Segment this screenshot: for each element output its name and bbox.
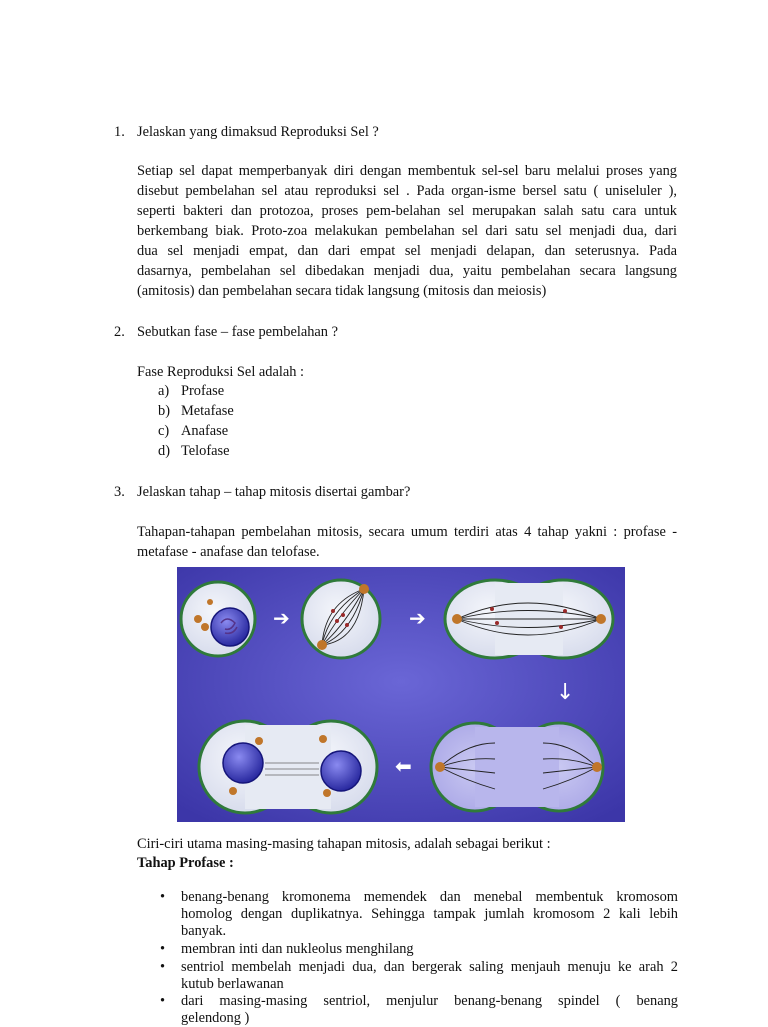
- answer-line: (amitosis) dan pembelahan secara tidak langsung (mitosis dan meiosis): [137, 283, 547, 299]
- question-number: 3.: [114, 484, 125, 500]
- answer-1: [137, 161, 677, 301]
- arrow-right-icon: ➔: [273, 606, 290, 630]
- answer-3: [137, 522, 677, 562]
- answer-line: dua sel menjadi empat, dan dari empat sel menjadi delapan, dan seterusnya. Pada: [137, 243, 677, 259]
- bullet-icon: •: [160, 959, 166, 975]
- answer-line: seperti bakteri dan protozoa, proses pem-belahan sel merupakan salah satu cara untuk: [137, 203, 677, 219]
- answer-line: Tahapan-tahapan pembelahan mitosis, secara umum terdiri atas 4 tahap yakni : profase -: [137, 524, 677, 540]
- arrow-left-icon: ⬅: [395, 754, 412, 778]
- question-text: Jelaskan tahap – tahap mitosis disertai gambar?: [137, 484, 411, 500]
- answer-line: berkembang biak. Proto-zoa melakukan pembelahan sel dari satu sel menjadi dua, dari: [137, 223, 677, 239]
- telophase-cell: [199, 721, 377, 813]
- answer-line: metafase - anafase dan telofase.: [137, 544, 320, 560]
- list-item: c) Anafase: [158, 423, 229, 439]
- telophase-early-cell: [431, 723, 603, 811]
- question-number: 2.: [114, 324, 125, 340]
- traits-intro: Ciri-ciri utama masing-masing tahapan mitosis, adalah sebagai berikut :: [137, 836, 551, 852]
- list-item: a) Profase: [158, 383, 225, 399]
- arrow-right-icon: ➔: [409, 606, 426, 630]
- anaphase-cell: [445, 580, 613, 658]
- answer-line: dasarnya, pembelahan sel dibedakan menjadi dua, yaitu pembelahan secara langsung: [137, 263, 677, 279]
- answer-2-intro: Fase Reproduksi Sel adalah :: [137, 364, 305, 380]
- bullet-icon: •: [160, 941, 166, 957]
- prophase-cell: [181, 582, 255, 656]
- phase-list: [158, 381, 234, 461]
- metaphase-cell: [302, 580, 380, 658]
- bullet-icon: •: [160, 993, 166, 1009]
- question-text: Sebutkan fase – fase pembelahan ?: [137, 324, 338, 340]
- bullet-icon: •: [160, 889, 166, 905]
- arrow-down-icon: ↓: [556, 680, 575, 705]
- answer-line: Setiap sel dapat memperbanyak diri dengan membentuk sel-sel baru melalui proses yang: [137, 163, 677, 179]
- mitosis-diagram: [177, 567, 625, 822]
- question-number: 1.: [114, 124, 125, 140]
- list-item: b) Metafase: [158, 403, 234, 419]
- section-heading: Tahap Profase :: [137, 855, 234, 871]
- list-item: d) Telofase: [158, 443, 230, 459]
- question-text: Jelaskan yang dimaksud Reproduksi Sel ?: [137, 124, 379, 140]
- answer-line: disebut pembelahan sel atau reproduksi sel . Pada organ-isme bersel satu ( uniseluler ),: [137, 183, 677, 199]
